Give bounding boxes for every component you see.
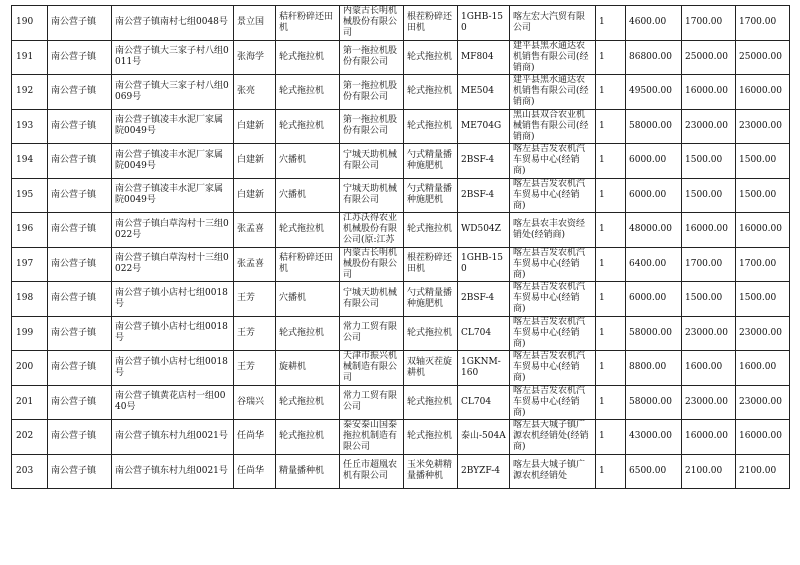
row-index-cell: 203 bbox=[12, 454, 48, 489]
total-subsidy-cell: 1700.00 bbox=[736, 6, 790, 41]
address-cell: 南公营子镇小店村七组0018号 bbox=[112, 316, 234, 351]
model-number-cell: ME704G bbox=[458, 109, 510, 144]
machine-item-cell: 轮式拖拉机 bbox=[404, 75, 458, 110]
model-number-cell: WD504Z bbox=[458, 213, 510, 248]
machine-category-cell: 轮式拖拉机 bbox=[276, 109, 340, 144]
sale-price-cell: 8800.00 bbox=[626, 351, 682, 386]
manufacturer-cell: 第一拖拉机股份有限公司 bbox=[340, 40, 404, 75]
quantity-cell: 1 bbox=[596, 454, 626, 489]
address-cell: 南公营子镇东村九组0021号 bbox=[112, 454, 234, 489]
quantity-cell: 1 bbox=[596, 385, 626, 420]
machine-category-cell: 轮式拖拉机 bbox=[276, 385, 340, 420]
address-cell: 南公营子镇南村七组0048号 bbox=[112, 6, 234, 41]
quantity-cell: 1 bbox=[596, 144, 626, 179]
table-row bbox=[12, 178, 790, 213]
farmer-name-cell: 张亮 bbox=[234, 75, 276, 110]
machine-category-cell: 秸秆粉碎还田机 bbox=[276, 247, 340, 282]
farmer-name-cell: 白建新 bbox=[234, 109, 276, 144]
total-subsidy-cell: 16000.00 bbox=[736, 420, 790, 455]
total-subsidy-cell: 1500.00 bbox=[736, 144, 790, 179]
total-subsidy-cell: 1600.00 bbox=[736, 351, 790, 386]
township-cell: 南公营子镇 bbox=[48, 351, 112, 386]
machine-category-cell: 穴播机 bbox=[276, 282, 340, 317]
model-number-cell: 2BSF-4 bbox=[458, 144, 510, 179]
row-index-cell: 200 bbox=[12, 351, 48, 386]
table-row bbox=[12, 6, 790, 41]
township-cell: 南公营子镇 bbox=[48, 454, 112, 489]
farmer-name-cell: 王芳 bbox=[234, 351, 276, 386]
manufacturer-cell: 宁城天助机械有限公司 bbox=[340, 178, 404, 213]
row-index-cell: 201 bbox=[12, 385, 48, 420]
central-subsidy-cell: 16000.00 bbox=[682, 213, 736, 248]
machine-category-cell: 轮式拖拉机 bbox=[276, 40, 340, 75]
total-subsidy-cell: 1700.00 bbox=[736, 247, 790, 282]
quantity-cell: 1 bbox=[596, 247, 626, 282]
township-cell: 南公营子镇 bbox=[48, 40, 112, 75]
quantity-cell: 1 bbox=[596, 282, 626, 317]
farmer-name-cell: 张海学 bbox=[234, 40, 276, 75]
machine-item-cell: 双轴灭茬旋耕机 bbox=[404, 351, 458, 386]
dealer-cell: 喀左宏大汽贸有限公司 bbox=[510, 6, 596, 41]
sale-price-cell: 86800.00 bbox=[626, 40, 682, 75]
dealer-cell: 建平县黑水通达农机销售有限公司(经销商) bbox=[510, 40, 596, 75]
farmer-name-cell: 任尚华 bbox=[234, 454, 276, 489]
address-cell: 南公营子镇凌丰水泥厂家属院0049号 bbox=[112, 178, 234, 213]
machine-item-cell: 玉米免耕精量播种机 bbox=[404, 454, 458, 489]
machine-item-cell: 轮式拖拉机 bbox=[404, 213, 458, 248]
table-row bbox=[12, 213, 790, 248]
sale-price-cell: 6000.00 bbox=[626, 282, 682, 317]
total-subsidy-cell: 16000.00 bbox=[736, 75, 790, 110]
quantity-cell: 1 bbox=[596, 109, 626, 144]
manufacturer-cell: 第一拖拉机股份有限公司 bbox=[340, 109, 404, 144]
table-body bbox=[12, 6, 790, 489]
subsidy-table bbox=[11, 5, 790, 489]
manufacturer-cell: 天津市振兴机械制造有限公司 bbox=[340, 351, 404, 386]
total-subsidy-cell: 16000.00 bbox=[736, 213, 790, 248]
row-index-cell: 198 bbox=[12, 282, 48, 317]
machine-category-cell: 轮式拖拉机 bbox=[276, 213, 340, 248]
township-cell: 南公营子镇 bbox=[48, 316, 112, 351]
sale-price-cell: 6500.00 bbox=[626, 454, 682, 489]
total-subsidy-cell: 1500.00 bbox=[736, 282, 790, 317]
machine-category-cell: 精量播种机 bbox=[276, 454, 340, 489]
machine-item-cell: 勺式精量播种施肥机 bbox=[404, 144, 458, 179]
farmer-name-cell: 任尚华 bbox=[234, 420, 276, 455]
machine-item-cell: 轮式拖拉机 bbox=[404, 316, 458, 351]
farmer-name-cell: 白建新 bbox=[234, 144, 276, 179]
model-number-cell: 2BYZF-4 bbox=[458, 454, 510, 489]
dealer-cell: 喀左县吉发农机汽车贸易中心(经销商) bbox=[510, 178, 596, 213]
dealer-cell: 建平县黑水通达农机销售有限公司(经销商) bbox=[510, 75, 596, 110]
machine-category-cell: 轮式拖拉机 bbox=[276, 316, 340, 351]
central-subsidy-cell: 16000.00 bbox=[682, 420, 736, 455]
row-index-cell: 202 bbox=[12, 420, 48, 455]
row-index-cell: 191 bbox=[12, 40, 48, 75]
central-subsidy-cell: 1500.00 bbox=[682, 178, 736, 213]
sale-price-cell: 58000.00 bbox=[626, 109, 682, 144]
township-cell: 南公营子镇 bbox=[48, 109, 112, 144]
sale-price-cell: 6000.00 bbox=[626, 144, 682, 179]
model-number-cell: 1GHB-150 bbox=[458, 6, 510, 41]
central-subsidy-cell: 1700.00 bbox=[682, 247, 736, 282]
farmer-name-cell: 王芳 bbox=[234, 316, 276, 351]
sale-price-cell: 58000.00 bbox=[626, 316, 682, 351]
row-index-cell: 196 bbox=[12, 213, 48, 248]
manufacturer-cell: 江苏沃得农业机械股份有限公司(原:江苏 bbox=[340, 213, 404, 248]
sale-price-cell: 58000.00 bbox=[626, 385, 682, 420]
address-cell: 南公营子镇小店村七组0018号 bbox=[112, 351, 234, 386]
table-row bbox=[12, 109, 790, 144]
farmer-name-cell: 张孟喜 bbox=[234, 213, 276, 248]
address-cell: 南公营子镇黄花店村一组0040号 bbox=[112, 385, 234, 420]
township-cell: 南公营子镇 bbox=[48, 213, 112, 248]
dealer-cell: 喀左县大城子镇广源农机经销处(经销商) bbox=[510, 420, 596, 455]
township-cell: 南公营子镇 bbox=[48, 6, 112, 41]
quantity-cell: 1 bbox=[596, 351, 626, 386]
quantity-cell: 1 bbox=[596, 75, 626, 110]
address-cell: 南公营子镇东村九组0021号 bbox=[112, 420, 234, 455]
row-index-cell: 195 bbox=[12, 178, 48, 213]
manufacturer-cell: 第一拖拉机股份有限公司 bbox=[340, 75, 404, 110]
table-row bbox=[12, 144, 790, 179]
address-cell: 南公营子镇白草沟村十三组0022号 bbox=[112, 213, 234, 248]
table-row bbox=[12, 75, 790, 110]
township-cell: 南公营子镇 bbox=[48, 75, 112, 110]
table-row bbox=[12, 247, 790, 282]
farmer-name-cell: 白建新 bbox=[234, 178, 276, 213]
dealer-cell: 喀左县农丰农资经销处(经销商) bbox=[510, 213, 596, 248]
total-subsidy-cell: 25000.00 bbox=[736, 40, 790, 75]
machine-item-cell: 轮式拖拉机 bbox=[404, 40, 458, 75]
sale-price-cell: 48000.00 bbox=[626, 213, 682, 248]
address-cell: 南公营子镇大三家子村八组0069号 bbox=[112, 75, 234, 110]
quantity-cell: 1 bbox=[596, 213, 626, 248]
row-index-cell: 192 bbox=[12, 75, 48, 110]
central-subsidy-cell: 1500.00 bbox=[682, 144, 736, 179]
model-number-cell: ME504 bbox=[458, 75, 510, 110]
machine-category-cell: 轮式拖拉机 bbox=[276, 75, 340, 110]
total-subsidy-cell: 2100.00 bbox=[736, 454, 790, 489]
machine-item-cell: 轮式拖拉机 bbox=[404, 385, 458, 420]
machine-item-cell: 轮式拖拉机 bbox=[404, 109, 458, 144]
table-row bbox=[12, 454, 790, 489]
quantity-cell: 1 bbox=[596, 6, 626, 41]
machine-category-cell: 轮式拖拉机 bbox=[276, 420, 340, 455]
township-cell: 南公营子镇 bbox=[48, 144, 112, 179]
model-number-cell: 1GHB-150 bbox=[458, 247, 510, 282]
table-row bbox=[12, 351, 790, 386]
machine-item-cell: 轮式拖拉机 bbox=[404, 420, 458, 455]
central-subsidy-cell: 1500.00 bbox=[682, 282, 736, 317]
central-subsidy-cell: 2100.00 bbox=[682, 454, 736, 489]
machine-item-cell: 根茬粉碎还田机 bbox=[404, 247, 458, 282]
manufacturer-cell: 宁城天助机械有限公司 bbox=[340, 144, 404, 179]
table-row bbox=[12, 282, 790, 317]
farmer-name-cell: 景立国 bbox=[234, 6, 276, 41]
total-subsidy-cell: 23000.00 bbox=[736, 385, 790, 420]
manufacturer-cell: 内蒙古长明机械股份有限公司 bbox=[340, 247, 404, 282]
machine-category-cell: 旋耕机 bbox=[276, 351, 340, 386]
machine-item-cell: 勺式精量播种施肥机 bbox=[404, 282, 458, 317]
dealer-cell: 喀左县吉发农机汽车贸易中心(经销商) bbox=[510, 316, 596, 351]
township-cell: 南公营子镇 bbox=[48, 178, 112, 213]
machine-item-cell: 勺式精量播种施肥机 bbox=[404, 178, 458, 213]
machine-category-cell: 穴播机 bbox=[276, 178, 340, 213]
dealer-cell: 喀左县吉发农机汽车贸易中心(经销商) bbox=[510, 247, 596, 282]
quantity-cell: 1 bbox=[596, 316, 626, 351]
dealer-cell: 喀左县吉发农机汽车贸易中心(经销商) bbox=[510, 144, 596, 179]
model-number-cell: 1GKNM-160 bbox=[458, 351, 510, 386]
farmer-name-cell: 张孟喜 bbox=[234, 247, 276, 282]
machine-item-cell: 根茬粉碎还田机 bbox=[404, 6, 458, 41]
sale-price-cell: 43000.00 bbox=[626, 420, 682, 455]
central-subsidy-cell: 23000.00 bbox=[682, 385, 736, 420]
dealer-cell: 黑山县双合农业机械销售有限公司(经销商) bbox=[510, 109, 596, 144]
total-subsidy-cell: 1500.00 bbox=[736, 178, 790, 213]
table-row bbox=[12, 420, 790, 455]
sale-price-cell: 4600.00 bbox=[626, 6, 682, 41]
central-subsidy-cell: 23000.00 bbox=[682, 316, 736, 351]
central-subsidy-cell: 23000.00 bbox=[682, 109, 736, 144]
row-index-cell: 190 bbox=[12, 6, 48, 41]
subsidy-table-container bbox=[11, 5, 790, 489]
farmer-name-cell: 谷瑞兴 bbox=[234, 385, 276, 420]
manufacturer-cell: 宁城天助机械有限公司 bbox=[340, 282, 404, 317]
sale-price-cell: 49500.00 bbox=[626, 75, 682, 110]
central-subsidy-cell: 25000.00 bbox=[682, 40, 736, 75]
dealer-cell: 喀左县吉发农机汽车贸易中心(经销商) bbox=[510, 351, 596, 386]
table-row bbox=[12, 385, 790, 420]
dealer-cell: 喀左县吉发农机汽车贸易中心(经销商) bbox=[510, 385, 596, 420]
row-index-cell: 194 bbox=[12, 144, 48, 179]
manufacturer-cell: 内蒙古长明机械股份有限公司 bbox=[340, 6, 404, 41]
quantity-cell: 1 bbox=[596, 40, 626, 75]
row-index-cell: 197 bbox=[12, 247, 48, 282]
dealer-cell: 喀左县大城子镇广源农机经销处 bbox=[510, 454, 596, 489]
quantity-cell: 1 bbox=[596, 420, 626, 455]
address-cell: 南公营子镇小店村七组0018号 bbox=[112, 282, 234, 317]
row-index-cell: 193 bbox=[12, 109, 48, 144]
manufacturer-cell: 任丘市超凰农机有限公司 bbox=[340, 454, 404, 489]
central-subsidy-cell: 1600.00 bbox=[682, 351, 736, 386]
manufacturer-cell: 常力工贸有限公司 bbox=[340, 385, 404, 420]
address-cell: 南公营子镇凌丰水泥厂家属院0049号 bbox=[112, 144, 234, 179]
township-cell: 南公营子镇 bbox=[48, 385, 112, 420]
total-subsidy-cell: 23000.00 bbox=[736, 109, 790, 144]
township-cell: 南公营子镇 bbox=[48, 420, 112, 455]
address-cell: 南公营子镇大三家子村八组0011号 bbox=[112, 40, 234, 75]
total-subsidy-cell: 23000.00 bbox=[736, 316, 790, 351]
address-cell: 南公营子镇凌丰水泥厂家属院0049号 bbox=[112, 109, 234, 144]
model-number-cell: MF804 bbox=[458, 40, 510, 75]
model-number-cell: CL704 bbox=[458, 385, 510, 420]
table-row bbox=[12, 316, 790, 351]
model-number-cell: CL704 bbox=[458, 316, 510, 351]
sale-price-cell: 6400.00 bbox=[626, 247, 682, 282]
central-subsidy-cell: 1700.00 bbox=[682, 6, 736, 41]
farmer-name-cell: 王芳 bbox=[234, 282, 276, 317]
sale-price-cell: 6000.00 bbox=[626, 178, 682, 213]
quantity-cell: 1 bbox=[596, 178, 626, 213]
central-subsidy-cell: 16000.00 bbox=[682, 75, 736, 110]
model-number-cell: 泰山-504A bbox=[458, 420, 510, 455]
model-number-cell: 2BSF-4 bbox=[458, 282, 510, 317]
row-index-cell: 199 bbox=[12, 316, 48, 351]
machine-category-cell: 秸秆粉碎还田机 bbox=[276, 6, 340, 41]
manufacturer-cell: 常力工贸有限公司 bbox=[340, 316, 404, 351]
address-cell: 南公营子镇白草沟村十三组0022号 bbox=[112, 247, 234, 282]
model-number-cell: 2BSF-4 bbox=[458, 178, 510, 213]
manufacturer-cell: 泰安泰山国泰拖拉机制造有限公司 bbox=[340, 420, 404, 455]
table-row bbox=[12, 40, 790, 75]
machine-category-cell: 穴播机 bbox=[276, 144, 340, 179]
township-cell: 南公营子镇 bbox=[48, 247, 112, 282]
township-cell: 南公营子镇 bbox=[48, 282, 112, 317]
dealer-cell: 喀左县吉发农机汽车贸易中心(经销商) bbox=[510, 282, 596, 317]
